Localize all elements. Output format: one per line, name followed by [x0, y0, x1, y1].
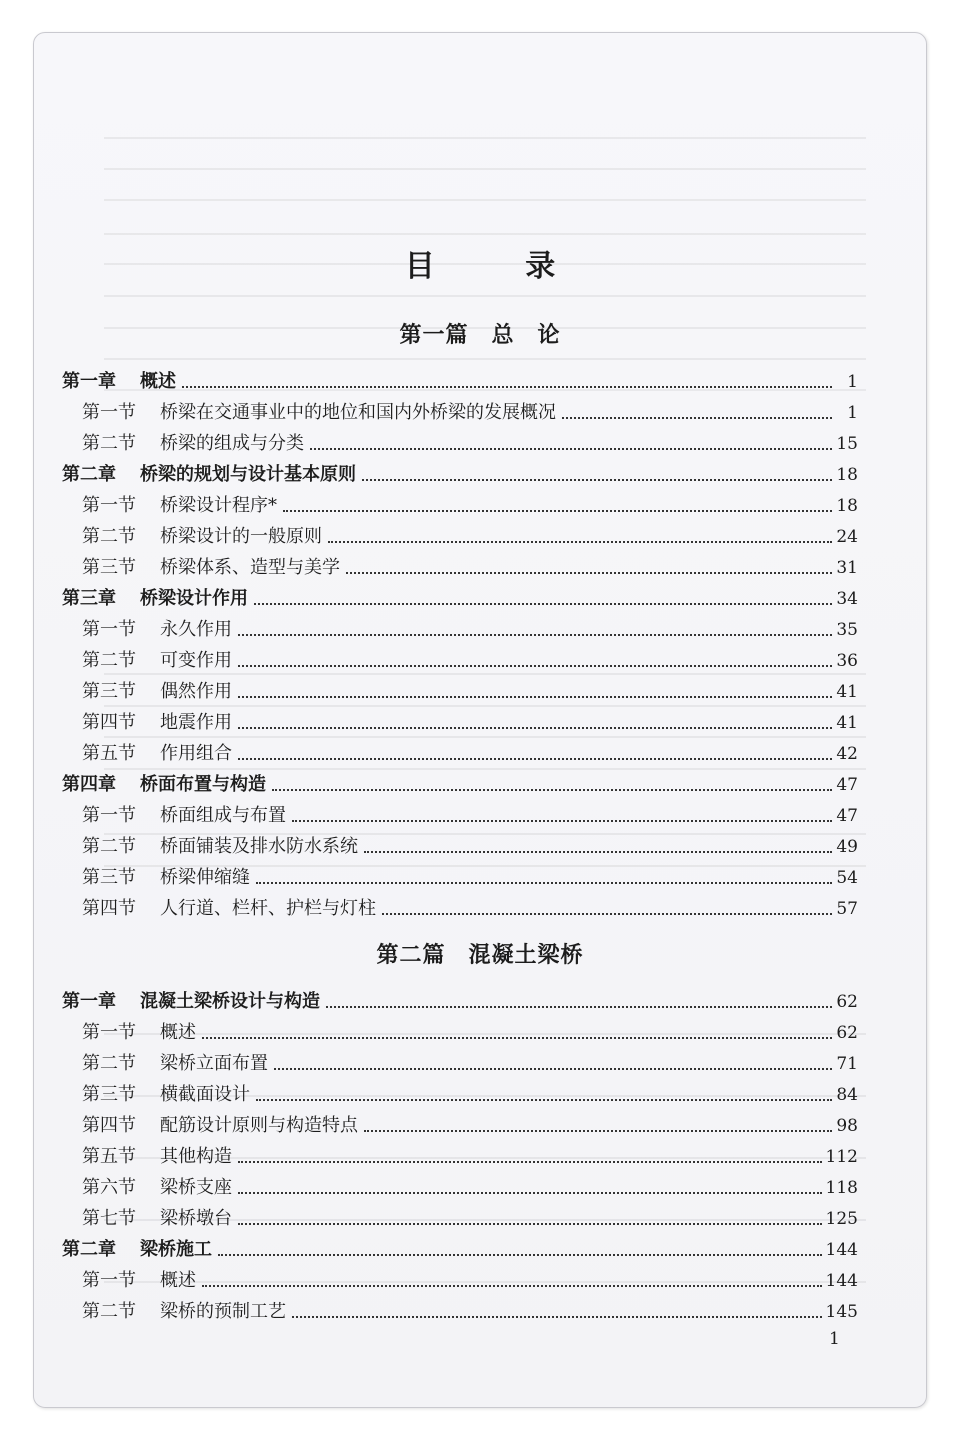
entry-number: 第五节	[82, 1146, 136, 1167]
entry-page: 62	[836, 1023, 858, 1043]
dot-leader	[238, 696, 832, 698]
entry-page: 144	[825, 1240, 858, 1260]
part-heading-1: 第一篇 总 论	[399, 322, 561, 348]
entry-number: 第一节	[82, 1270, 136, 1291]
dot-leader	[256, 1099, 832, 1101]
entry-title: 梁桥施工	[140, 1239, 212, 1260]
entry-page: 1	[847, 403, 858, 423]
dot-leader	[238, 1192, 822, 1194]
entry-title: 桥梁设计作用	[140, 588, 248, 609]
dot-leader	[364, 851, 832, 853]
dot-leader	[362, 479, 832, 481]
entry-title: 概述	[140, 371, 176, 392]
entry-title: 作用组合	[160, 743, 232, 764]
entry-number: 第三节	[82, 681, 136, 702]
dot-leader	[272, 789, 832, 791]
entry-page: 47	[836, 775, 858, 795]
entry-page: 118	[825, 1178, 858, 1198]
entry-number: 第二节	[82, 433, 136, 454]
entry-title: 桥面铺装及排水防水系统	[160, 836, 358, 857]
toc-chapter-entry[interactable]	[62, 458, 858, 486]
entry-number: 第四节	[82, 712, 136, 733]
toc-section-entry[interactable]	[82, 675, 858, 703]
dot-leader	[292, 820, 832, 822]
entry-title: 概述	[160, 1270, 196, 1291]
entry-title: 桥面布置与构造	[140, 774, 266, 795]
entry-number: 第一章	[62, 371, 116, 392]
entry-page: 62	[836, 992, 858, 1012]
entry-number: 第二节	[82, 650, 136, 671]
toc-chapter-entry[interactable]	[62, 1233, 858, 1261]
dot-leader	[274, 1068, 832, 1070]
book-page	[33, 32, 927, 1408]
entry-title: 桥梁设计程序*	[160, 495, 277, 516]
entry-page: 36	[836, 651, 858, 671]
entry-number: 第三节	[82, 557, 136, 578]
dot-leader	[238, 1223, 822, 1225]
entry-title: 梁桥支座	[160, 1177, 232, 1198]
entry-number: 第四节	[82, 1115, 136, 1136]
entry-title: 横截面设计	[160, 1084, 250, 1105]
entry-title: 地震作用	[160, 712, 232, 733]
toc-section-entry[interactable]	[82, 1140, 858, 1168]
toc-section-entry[interactable]	[82, 1047, 858, 1075]
entry-page: 18	[836, 465, 858, 485]
entry-number: 第一节	[82, 402, 136, 423]
dot-leader	[238, 1161, 822, 1163]
dot-leader	[310, 448, 832, 450]
entry-page: 125	[825, 1209, 858, 1229]
entry-page: 41	[836, 682, 858, 702]
entry-title: 配筋设计原则与构造特点	[160, 1115, 358, 1136]
entry-number: 第二节	[82, 1053, 136, 1074]
entry-page: 49	[836, 837, 858, 857]
entry-number: 第三节	[82, 1084, 136, 1105]
toc-section-entry[interactable]	[82, 861, 858, 889]
toc-section-entry[interactable]	[82, 427, 858, 455]
entry-title: 桥梁伸缩缝	[160, 867, 250, 888]
entry-title: 人行道、栏杆、护栏与灯柱	[160, 898, 376, 919]
entry-title: 永久作用	[160, 619, 232, 640]
dot-leader	[256, 882, 832, 884]
toc-section-entry[interactable]	[82, 1264, 858, 1292]
toc-section-entry[interactable]	[82, 737, 858, 765]
entry-title: 桥梁的规划与设计基本原则	[140, 464, 356, 485]
toc-section-entry[interactable]	[82, 892, 858, 920]
toc-section-entry[interactable]	[82, 644, 858, 672]
entry-number: 第一节	[82, 619, 136, 640]
entry-title: 桥梁的组成与分类	[160, 433, 304, 454]
entry-page: 84	[836, 1085, 858, 1105]
entry-title: 概述	[160, 1022, 196, 1043]
dot-leader	[238, 727, 832, 729]
toc-section-entry[interactable]	[82, 551, 858, 579]
entry-page: 112	[825, 1147, 858, 1167]
entry-title: 桥梁设计的一般原则	[160, 526, 322, 547]
entry-number: 第七节	[82, 1208, 136, 1229]
dot-leader	[326, 1006, 832, 1008]
toc-section-entry[interactable]	[82, 489, 858, 517]
entry-title: 偶然作用	[160, 681, 232, 702]
entry-page: 41	[836, 713, 858, 733]
entry-page: 18	[836, 496, 858, 516]
dot-leader	[283, 510, 832, 512]
entry-number: 第二章	[62, 1239, 116, 1260]
entry-number: 第五节	[82, 743, 136, 764]
page-title: 目 录	[404, 249, 596, 284]
dot-leader	[238, 634, 832, 636]
toc-section-entry[interactable]	[82, 830, 858, 858]
dot-leader	[238, 758, 832, 760]
entry-page: 144	[825, 1271, 858, 1291]
entry-number: 第二节	[82, 1301, 136, 1322]
entry-page: 47	[836, 806, 858, 826]
entry-page: 145	[825, 1302, 858, 1322]
entry-number: 第一章	[62, 991, 116, 1012]
entry-title: 其他构造	[160, 1146, 232, 1167]
entry-page: 24	[836, 527, 858, 547]
dot-leader	[364, 1130, 832, 1132]
entry-title: 桥梁体系、造型与美学	[160, 557, 340, 578]
entry-title: 梁桥的预制工艺	[160, 1301, 286, 1322]
dot-leader	[292, 1316, 822, 1318]
entry-number: 第四章	[62, 774, 116, 795]
entry-page: 1	[847, 372, 858, 392]
entry-number: 第二章	[62, 464, 116, 485]
dot-leader	[382, 913, 832, 915]
entry-page: 42	[836, 744, 858, 764]
entry-title: 桥面组成与布置	[160, 805, 286, 826]
toc-section-entry[interactable]	[82, 396, 858, 424]
entry-page: 57	[836, 899, 858, 919]
toc-section-entry[interactable]	[82, 1016, 858, 1044]
dot-leader	[562, 417, 832, 419]
page-number: 1	[829, 1329, 840, 1349]
toc-section-entry[interactable]	[82, 706, 858, 734]
toc-section-entry[interactable]	[82, 520, 858, 548]
toc-section-entry[interactable]	[82, 1109, 858, 1137]
dot-leader	[202, 1285, 822, 1287]
toc-section-entry[interactable]	[82, 799, 858, 827]
entry-page: 31	[836, 558, 858, 578]
entry-number: 第六节	[82, 1177, 136, 1198]
toc-chapter-entry[interactable]	[62, 768, 858, 796]
entry-page: 35	[836, 620, 858, 640]
entry-title: 混凝土梁桥设计与构造	[140, 991, 320, 1012]
toc-section-entry[interactable]	[82, 1202, 858, 1230]
toc-section-entry[interactable]	[82, 613, 858, 641]
part-heading-2: 第二篇 混凝土梁桥	[376, 942, 584, 968]
entry-title: 梁桥墩台	[160, 1208, 232, 1229]
toc-chapter-entry[interactable]	[62, 365, 858, 393]
dot-leader	[254, 603, 832, 605]
entry-number: 第二节	[82, 526, 136, 547]
dot-leader	[218, 1254, 822, 1256]
toc-section-entry[interactable]	[82, 1295, 858, 1323]
toc-chapter-entry[interactable]	[62, 985, 858, 1013]
entry-number: 第一节	[82, 805, 136, 826]
entry-number: 第三节	[82, 867, 136, 888]
entry-number: 第三章	[62, 588, 116, 609]
entry-number: 第二节	[82, 836, 136, 857]
entry-page: 71	[836, 1054, 858, 1074]
entry-title: 可变作用	[160, 650, 232, 671]
entry-title: 桥梁在交通事业中的地位和国内外桥梁的发展概况	[160, 402, 556, 423]
dot-leader	[182, 386, 832, 388]
entry-page: 15	[836, 434, 858, 454]
dot-leader	[346, 572, 832, 574]
entry-page: 34	[836, 589, 858, 609]
dot-leader	[238, 665, 832, 667]
toc-section-entry[interactable]	[82, 1171, 858, 1199]
toc-section-entry[interactable]	[82, 1078, 858, 1106]
entry-page: 54	[836, 868, 858, 888]
dot-leader	[328, 541, 832, 543]
entry-page: 98	[836, 1116, 858, 1136]
entry-number: 第四节	[82, 898, 136, 919]
entry-number: 第一节	[82, 1022, 136, 1043]
toc-chapter-entry[interactable]	[62, 582, 858, 610]
dot-leader	[202, 1037, 832, 1039]
entry-number: 第一节	[82, 495, 136, 516]
entry-title: 梁桥立面布置	[160, 1053, 268, 1074]
